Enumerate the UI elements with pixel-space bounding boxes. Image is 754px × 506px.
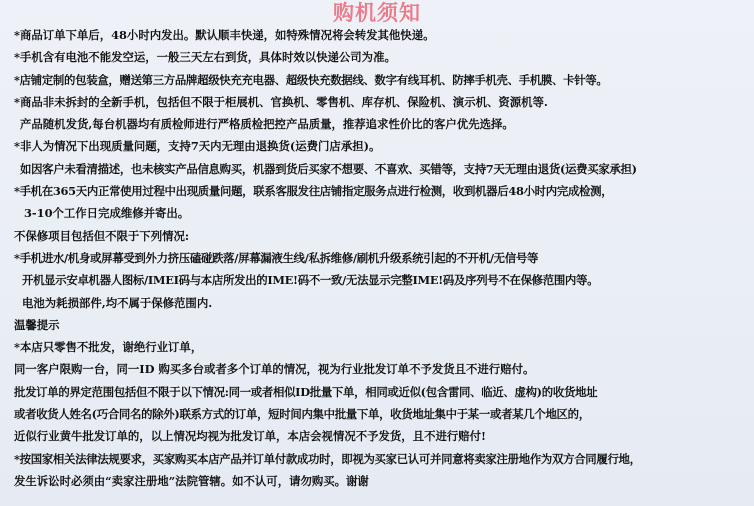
notice-line-exclusion-damage: *手机进水/机身或屏幕受到外力挤压磕碰跌落/屏幕漏液生线/私拆维修/刷机升级系统引起的不开机/无信号等 bbox=[14, 250, 539, 265]
notice-line-purchase-limit: 同一客户限购一台，同一ID 购买多台或者多个订单的情况，视为行业批发订单不予发货且不进行赔付。 bbox=[14, 362, 535, 377]
notice-heading-tips: 温馨提示 bbox=[14, 317, 60, 332]
notice-line-wholesale-scalper: 近似行业黄牛批发订单的，以上情况均视为批发订单，本店会视情况不予发货，且不进行赔付! bbox=[14, 429, 487, 444]
notice-line-exclusion-battery: 电池为耗损部件,均不属于保修范围内. bbox=[22, 295, 213, 310]
notice-line-repair-time: 3-10个工作日完成维修并寄出。 bbox=[24, 206, 190, 221]
notice-line-packaging-gifts: *店铺定制的包装盒，赠送第三方品牌超级快充充电器、超级快充数据线、数字有线耳机、防摔手机壳、手机膜、卡针等。 bbox=[14, 72, 608, 87]
notice-line-retail-only: *本店只零售不批发，谢绝行业订单， bbox=[14, 340, 203, 355]
notice-line-court: 发生诉讼时必须由“卖家注册地”法院管辖。如不认可，请勿购买。谢谢 bbox=[14, 473, 369, 488]
notice-line-wholesale-definition: 批发订单的界定范围包括但不限于以下情况:同一或者相似ID批量下单，相同或近似(包含雷同、临近、虚构)的收货地址 bbox=[14, 384, 598, 399]
notice-text-block bbox=[0, 24, 754, 492]
notice-line-return-policy: *非人为情况下出现质量问题，支持7天内无理由退换货(运费门店承担)。 bbox=[14, 139, 381, 154]
notice-line-battery-shipping: *手机含有电池不能发空运，一般三天左右到货，具体时效以快递公司为准。 bbox=[14, 50, 396, 65]
notice-line-buyer-return: 如因客户未看清描述，也未核实产品信息购买，机器到货后买家不想要、不喜欢、买错等，支持7天无理由退货(运费买家承担) bbox=[20, 161, 637, 176]
notice-line-exclusion-imei: 开机显示安卓机器人图标/IMEI码与本店所发出的IME!码不一致/无法显示完整IME!码及序列号不在保修范围内等。 bbox=[22, 273, 599, 288]
notice-line-quality-check: 产品随机发货,每台机器均有质检师进行严格质检把控产品质量，推荐追求性价比的客户优先选择。 bbox=[20, 117, 514, 132]
notice-line-warranty-exclusions-heading: 不保修项目包括但不限于下列情况: bbox=[14, 228, 190, 243]
notice-line-warranty: *手机在365天内正常使用过程中出现质量问题，联系客服发往店铺指定服务点进行检测，收到机器后48小时内完成检测， bbox=[14, 184, 613, 199]
page-title: 购机须知 bbox=[333, 1, 421, 25]
notice-line-shipping-time: *商品订单下单后，48小时内发出。默认顺丰快递，如特殊情况将会转发其他快递。 bbox=[14, 28, 435, 42]
notice-line-phone-condition: *商品非未拆封的全新手机，包括但不限于柜展机、官换机、零售机、库存机、保险机、演示机、资源机等. bbox=[14, 94, 548, 109]
notice-line-wholesale-address: 或者收货人姓名(巧合同名的除外)联系方式的订单，短时间内集中批量下单，收货地址集中于某一或者某几个地区的， bbox=[14, 407, 590, 422]
notice-line-legal-jurisdiction: *按国家相关法律法规要求，买家购买本店产品并订单付款成功时，即视为买家已认可并同意将卖家注册地作为双方合同履行地， bbox=[14, 451, 641, 466]
